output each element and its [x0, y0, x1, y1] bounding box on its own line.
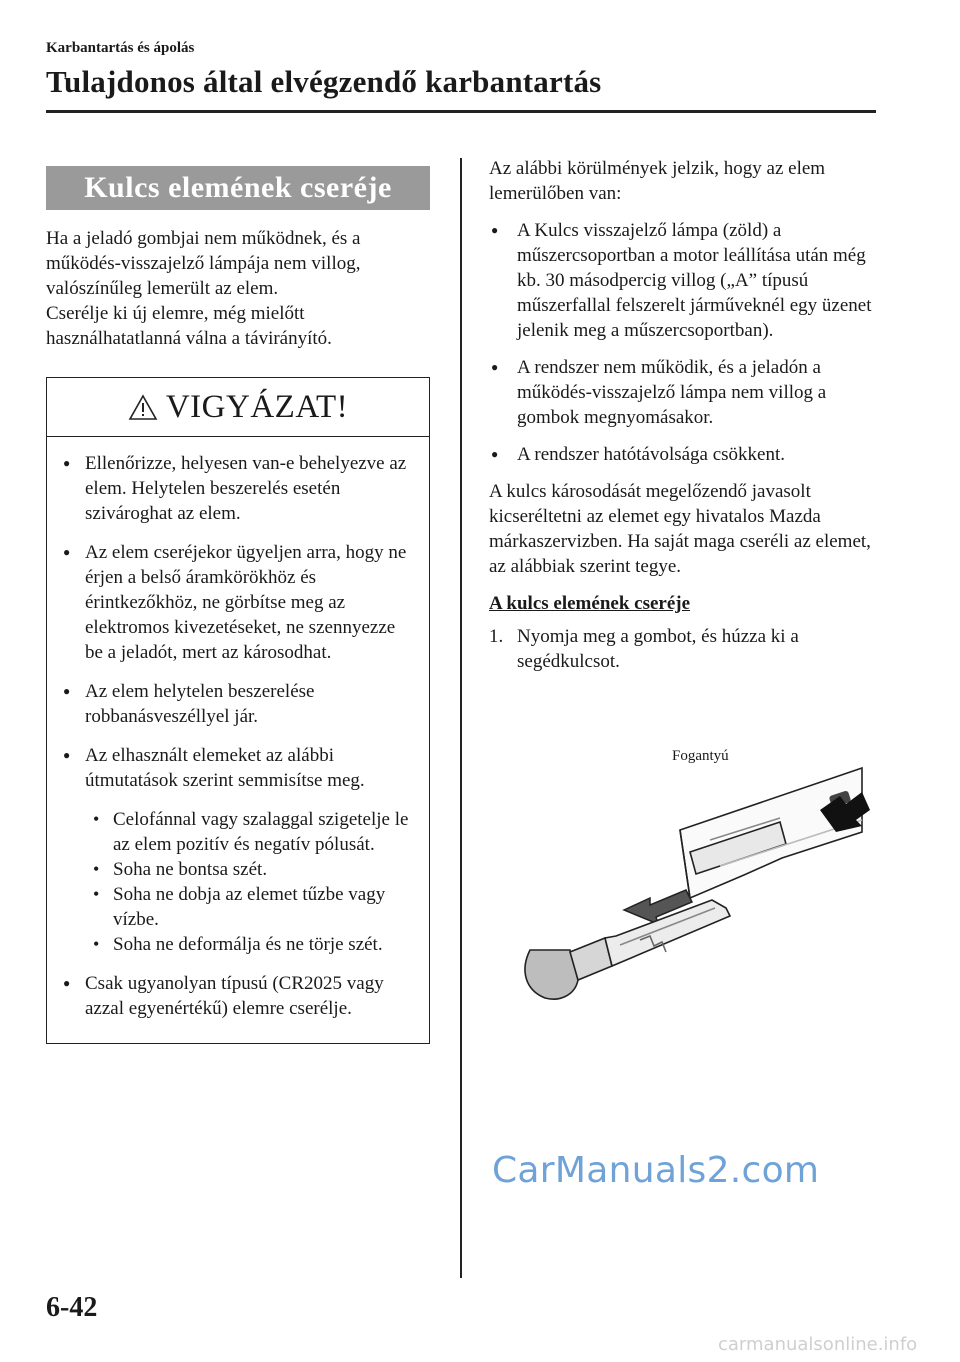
- symptoms-list: [489, 218, 889, 467]
- auxiliary-key: [525, 900, 730, 999]
- symptom-item: ● A Kulcs visszajelző lámpa (zöld) a műszercsoportban a motor leállítása után még kb. 30 másodpercig villog („A” típusú műszerfallal felszerelt járműveknél egy üzenet jelenik meg a műszercsoportban).: [489, 218, 889, 343]
- caution-list: [47, 437, 429, 1021]
- column-divider: [460, 158, 462, 1278]
- symptom-item: ● A rendszer nem működik, és a jeladón a működés-visszajelző lámpa nem villog a gombok megnyomásakor.: [489, 355, 889, 430]
- caution-item: ● Az elem cseréjekor ügyeljen arra, hogy ne érjen a belső áramkörökhöz és érintkezőkhöz, ne görbítse meg az elektromos kivezetéseket, ne szennyezze be a jeladót, mert az károsodhat.: [63, 540, 413, 665]
- caution-sublist: [83, 807, 413, 957]
- right-column: [489, 156, 889, 674]
- caution-subitem: • Celofánnal vagy szalaggal szigetelje le az elem pozitív és negatív pólusát.: [83, 807, 413, 857]
- procedure-subheading: A kulcs elemének cseréje: [489, 593, 691, 614]
- title-rule: [46, 110, 876, 113]
- caution-title: VIGYÁZAT!: [165, 388, 349, 425]
- intro-paragraph-2: Cserélje ki új elemre, még mielőtt használhatatlanná válna a távirányító.: [46, 303, 332, 349]
- procedure-step: [489, 624, 889, 674]
- caution-box: [46, 377, 430, 1044]
- step-text: Nyomja meg a gombot, és húzza ki a segédkulcsot.: [517, 626, 799, 672]
- warning-triangle-icon: [128, 394, 158, 421]
- page-number: 6-42: [46, 1292, 98, 1323]
- left-column: [46, 166, 430, 1044]
- caution-subitem: • Soha ne deformálja és ne törje szét.: [83, 932, 413, 957]
- symptoms-intro: Az alábbi körülmények jelzik, hogy az elem lemerülőben van:: [489, 158, 826, 204]
- caution-item-text: Az elhasznált elemeket az alábbi útmutatások szerint semmisítse meg.: [85, 745, 365, 791]
- caution-subitem: • Soha ne dobja az elemet tűzbe vagy vízbe.: [83, 882, 413, 932]
- figure-label-handle: Fogantyú: [672, 748, 729, 764]
- step-number: 1.: [489, 626, 504, 647]
- caution-subitem: • Soha ne bontsa szét.: [83, 857, 413, 882]
- advice-paragraph: A kulcs károsodását megelőzendő javasolt kicseréltetni az elemet egy hivatalos Mazda márkaszervizben. Ha saját maga cseréli az elemet, az alábbiak szerint tegye.: [489, 481, 871, 577]
- section-banner: Kulcs elemének cseréje: [46, 166, 430, 210]
- caution-item-with-sublist: [63, 743, 413, 957]
- section-label: Karbantartás és ápolás: [46, 40, 195, 56]
- intro-text: [46, 226, 430, 351]
- symptom-item: ● A rendszer hatótávolsága csökkent.: [489, 442, 889, 467]
- key-fob-body: [680, 768, 862, 898]
- caution-header: [47, 378, 429, 437]
- key-illustration: [490, 740, 870, 1020]
- intro-paragraph-1: Ha a jeladó gombjai nem működnek, és a működés-visszajelző lámpája nem villog, valószínűleg lemerült az elem.: [46, 228, 361, 299]
- caution-item: ● Ellenőrizze, helyesen van-e behelyezve az elem. Helytelen beszerelés esetén szivároghat az elem.: [63, 451, 413, 526]
- footer-site: carmanualsonline.info: [718, 1334, 918, 1355]
- page-title: Tulajdonos által elvégzendő karbantartás: [46, 64, 602, 99]
- caution-item: ● Csak ugyanolyan típusú (CR2025 vagy azzal egyenértékű) elemre cserélje.: [63, 971, 413, 1021]
- caution-item: ● Az elem helytelen beszerelése robbanásveszéllyel jár.: [63, 679, 413, 729]
- watermark: CarManuals2.com: [492, 1150, 820, 1191]
